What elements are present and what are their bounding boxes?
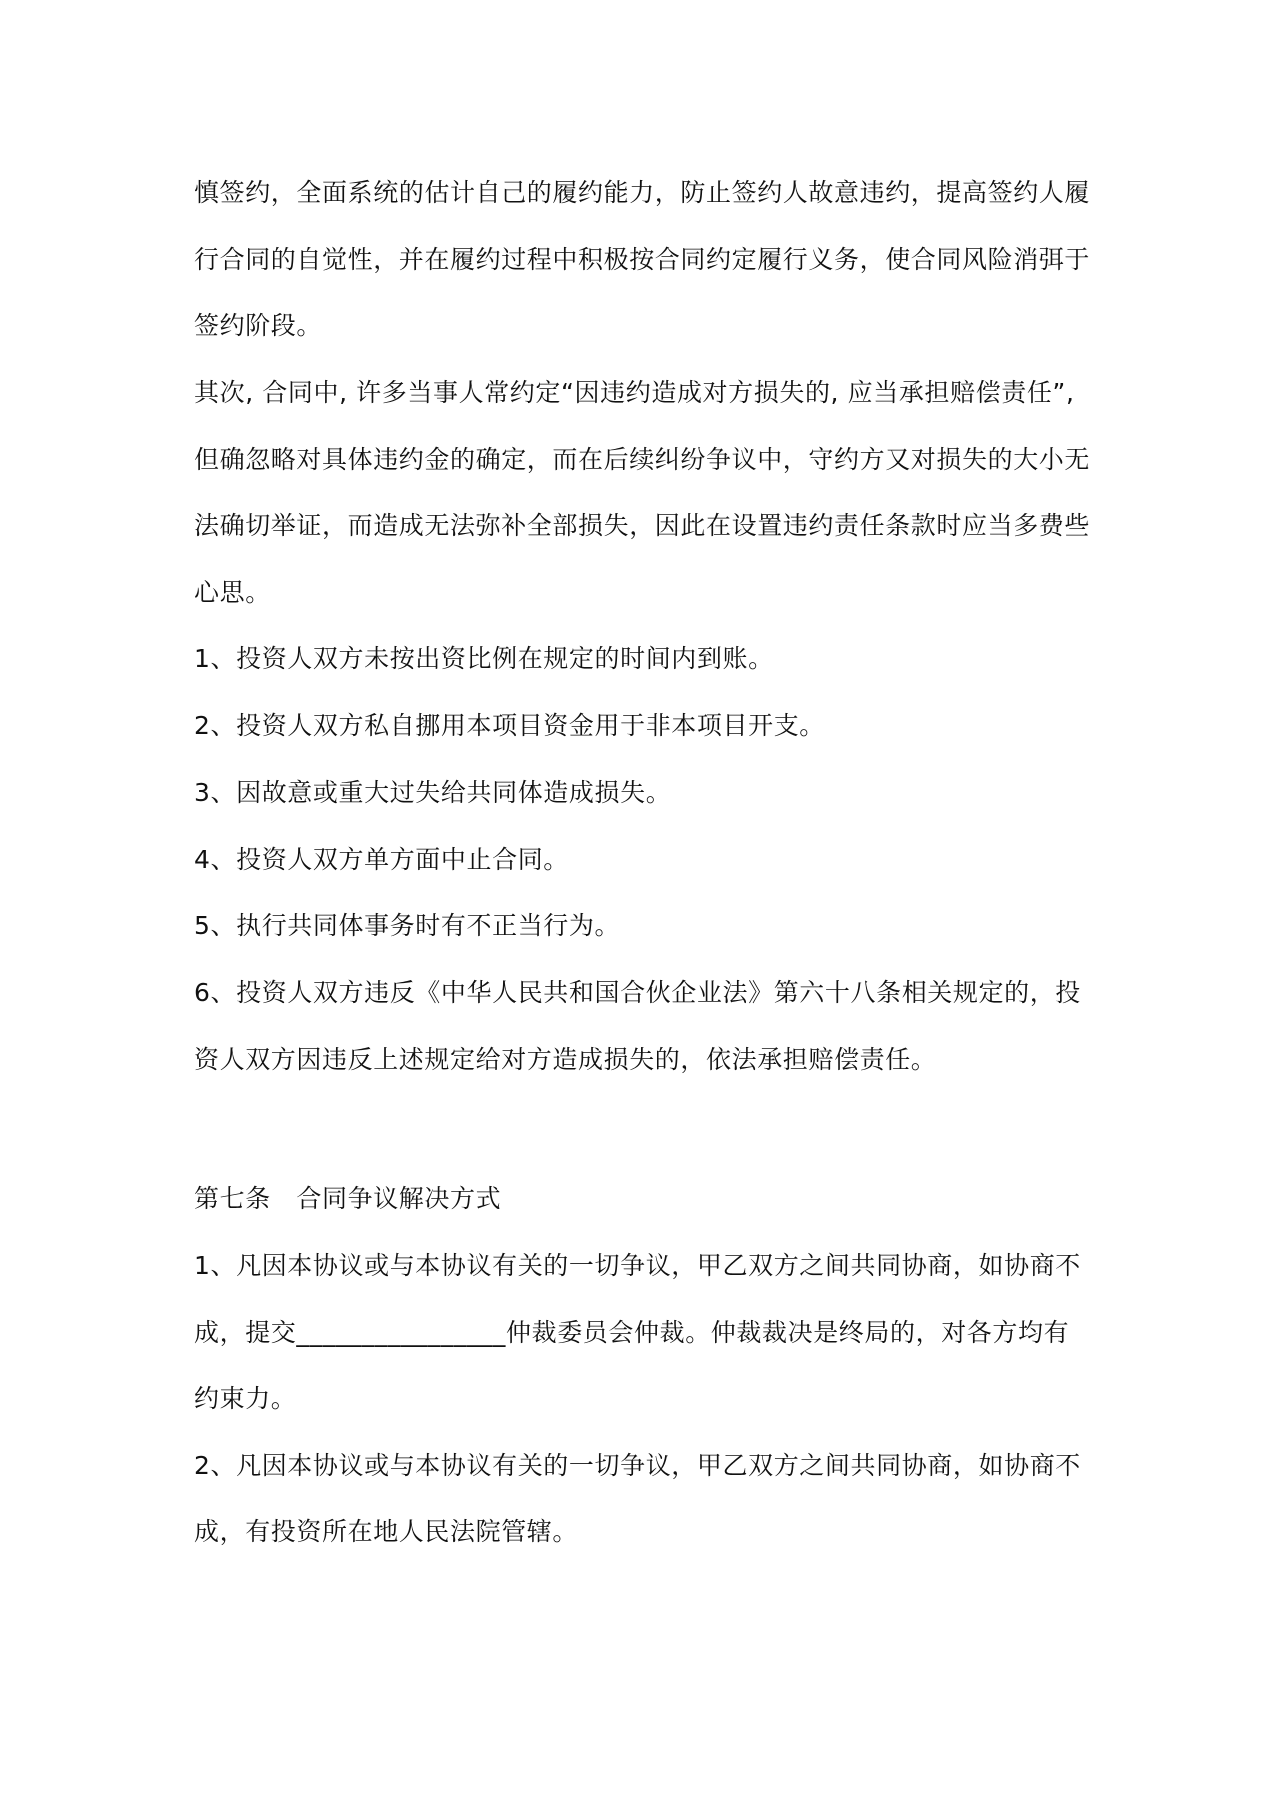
text-line: 行合同的自觉性，并在履约过程中积极按合同约定履行义务，使合同风险消弭于 (194, 245, 1091, 274)
text-line: 成，有投资所在地人民法院管辖。 (194, 1517, 579, 1546)
list-item: 5、执行共同体事务时有不正当行为。 (194, 911, 621, 940)
list-item: 1、凡因本协议或与本协议有关的一切争议，甲乙双方之间共同协商，如协商不 (194, 1251, 1081, 1280)
text-line: 其次, 合同中, 许多当事人常约定“因违约造成对方损失的, 应当承担赔偿责任”, (194, 378, 1075, 407)
list-item: 1、投资人双方未按出资比例在规定的时间内到账。 (194, 644, 774, 673)
list-item: 4、投资人双方单方面中止合同。 (194, 845, 569, 874)
text-line: 成，提交________________仲裁委员会仲裁。仲裁裁决是终局的，对各方均有 (194, 1318, 1070, 1347)
section-heading: 第七条 合同争议解决方式 (194, 1184, 502, 1213)
text-line: 约束力。 (194, 1384, 297, 1413)
text-line: 法确切举证，而造成无法弥补全部损失，因此在设置违约责任条款时应当多费些 (194, 511, 1091, 540)
text-line: 但确忽略对具体违约金的确定，而在后续纠纷争议中，守约方又对损失的大小无 (194, 445, 1091, 474)
list-item: 2、投资人双方私自挪用本项目资金用于非本项目开支。 (194, 711, 825, 740)
text-line: 慎签约，全面系统的估计自己的履约能力，防止签约人故意违约，提高签约人履 (194, 178, 1091, 207)
text-line: 资人双方因违反上述规定给对方造成损失的，依法承担赔偿责任。 (194, 1045, 937, 1074)
list-item: 3、因故意或重大过失给共同体造成损失。 (194, 778, 672, 807)
text-line: 心思。 (194, 578, 271, 607)
list-item: 2、凡因本协议或与本协议有关的一切争议，甲乙双方之间共同协商，如协商不 (194, 1451, 1081, 1480)
list-item: 6、投资人双方违反《中华人民共和国合伙企业法》第六十八条相关规定的，投 (194, 978, 1081, 1007)
text-line: 签约阶段。 (194, 311, 323, 340)
